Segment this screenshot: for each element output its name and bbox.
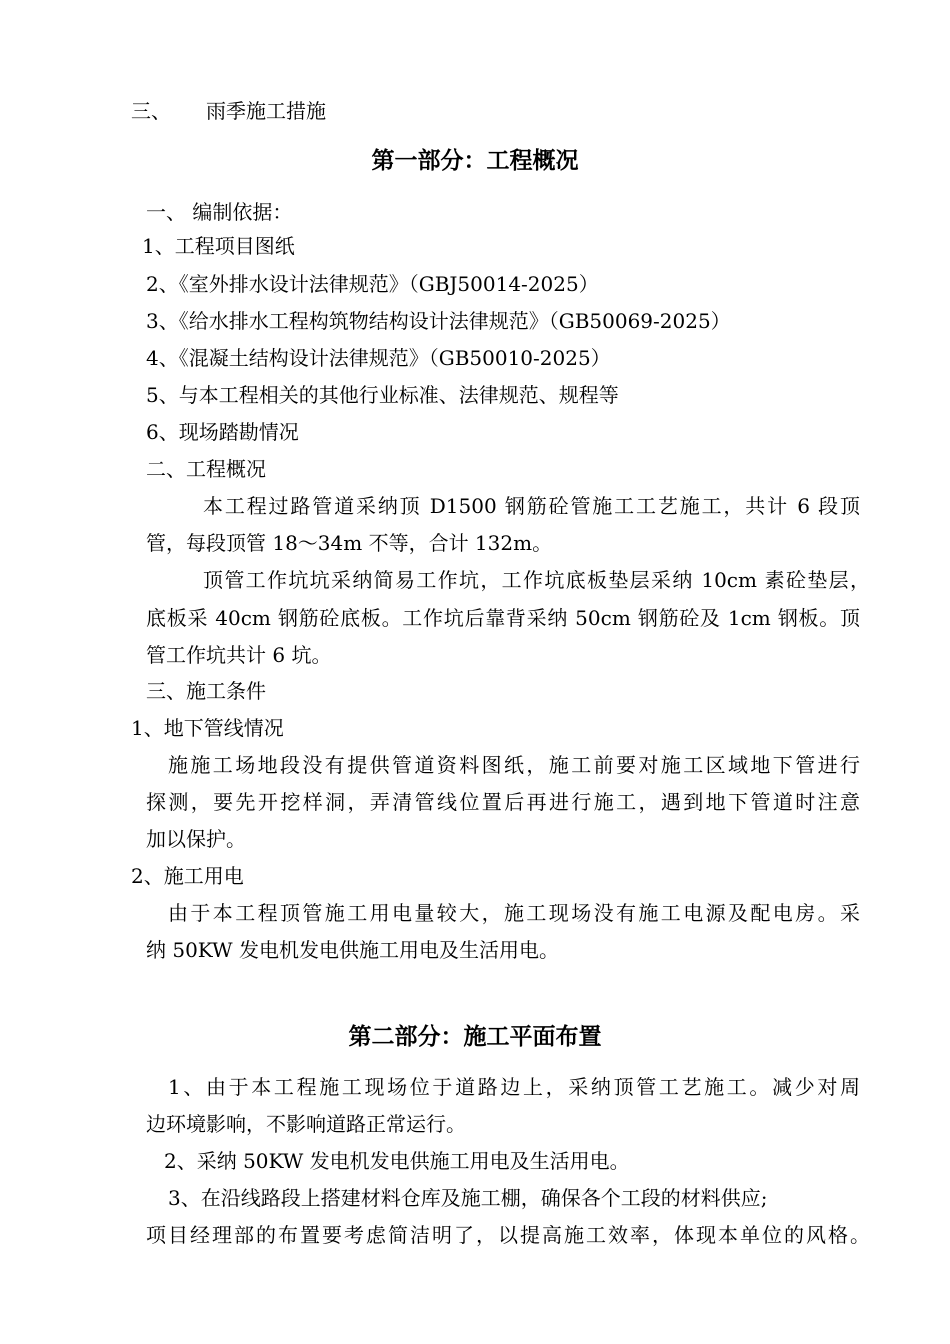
basis-item-4: 4、《混凝土结构设计法律规范》（GB50010-2025） (146, 346, 611, 370)
part2-item1-line2: 边环境影响，不影响道路正常运行。 (146, 1112, 466, 1136)
part2-item3: 3、在沿线路段上搭建材料仓库及施工棚，确保各个工段的材料供应; (168, 1186, 768, 1210)
basis-item-6: 6、现场踏勘情况 (146, 420, 299, 444)
top-item-number: 三、 (131, 99, 171, 123)
part2-title: 第二部分：施工平面布置 (348, 1023, 602, 1050)
basis-item-5: 5、与本工程相关的其他行业标准、法律规范、规程等 (146, 383, 619, 407)
part2-item2: 2、采纳 50KW 发电机发电供施工用电及生活用电。 (164, 1149, 630, 1173)
part1-title: 第一部分：工程概况 (371, 147, 579, 174)
overview-para2-line1: 顶管工作坑坑采纳简易工作坑，工作坑底板垫层采纳 10cm 素砼垫层， (203, 568, 870, 592)
basis-heading: 一、 编制依据： (146, 200, 293, 224)
conditions-heading: 三、施工条件 (146, 679, 266, 703)
part2-item1-line1: 1、由于本工程施工现场位于道路边上，采纳顶管工艺施工。减少对周 (168, 1075, 860, 1099)
power-heading: 2、施工用电 (131, 864, 244, 888)
top-item-text: 雨季施工措施 (206, 99, 326, 123)
power-para-line1: 由于本工程顶管施工用电量较大，施工现场没有施工电源及配电房。采 (168, 901, 860, 925)
basis-item-3: 3、《给水排水工程构筑物结构设计法律规范》（GB50069-2025） (146, 309, 731, 333)
overview-para1-line1: 本工程过路管道采纳顶 D1500 钢筋砼管施工工艺施工，共计 6 段顶 (203, 494, 860, 518)
power-para-line2: 纳 50KW 发电机发电供施工用电及生活用电。 (146, 938, 559, 962)
pipeline-para-line3: 加以保护。 (146, 827, 246, 851)
basis-item-1: 1、工程项目图纸 (142, 234, 295, 258)
pipeline-para-line1: 施施工场地段没有提供管道资料图纸，施工前要对施工区域地下管进行 (168, 753, 860, 777)
part2-last-line: 项目经理部的布置要考虑简洁明了，以提高施工效率，体现本单位的风格。 (146, 1223, 870, 1247)
overview-para2-line3: 管工作坑共计 6 坑。 (146, 643, 332, 667)
overview-para1-line2: 管，每段顶管 18～34m 不等，合计 132m。 (146, 531, 553, 555)
pipeline-para-line2: 探测，要先开挖样洞，弄清管线位置后再进行施工，遇到地下管道时注意 (146, 790, 860, 814)
overview-para2-line2: 底板采 40cm 钢筋砼底板。工作坑后靠背采纳 50cm 钢筋砼及 1cm 钢板。顶 (146, 606, 860, 630)
pipeline-heading: 1、地下管线情况 (131, 716, 284, 740)
overview-heading: 二、工程概况 (146, 457, 266, 481)
basis-item-2: 2、《室外排水设计法律规范》（GBJ50014-2025） (146, 272, 599, 296)
